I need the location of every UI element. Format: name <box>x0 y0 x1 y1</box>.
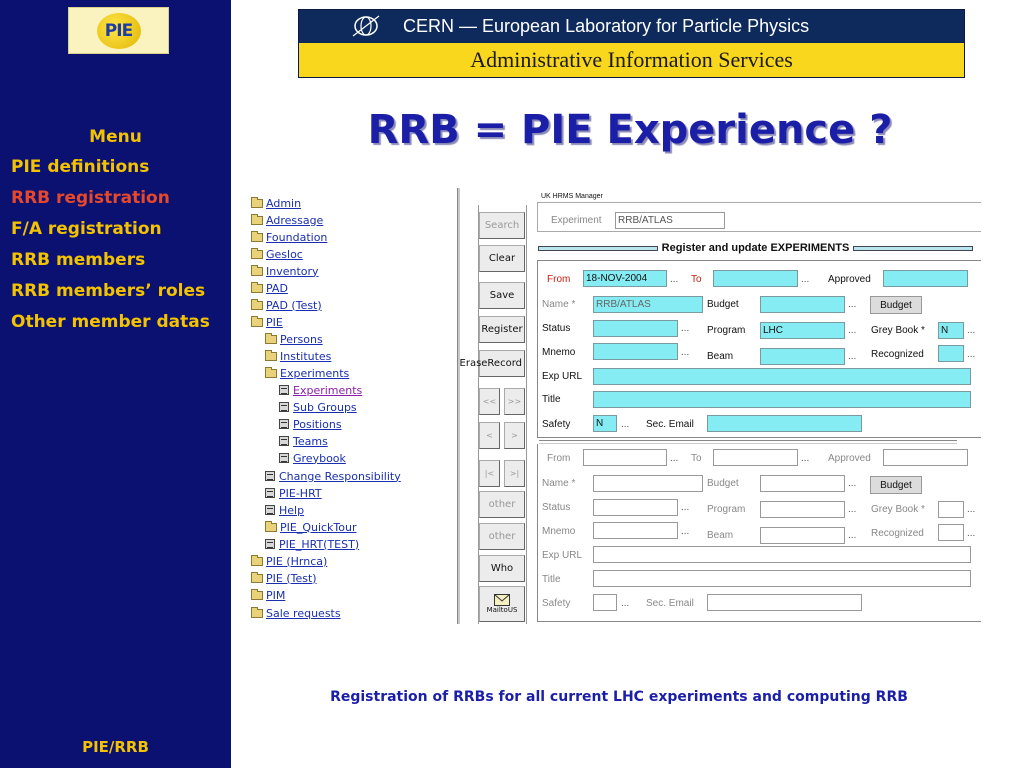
mnemo-field[interactable] <box>593 343 678 360</box>
lower-beam-label: Beam <box>707 530 734 541</box>
menu-item-rrb-members[interactable]: RRB members <box>11 250 146 270</box>
menu-item-fa-registration[interactable]: F/A registration <box>11 219 162 239</box>
lower-greybook-field[interactable] <box>938 501 964 518</box>
exp-url-field[interactable] <box>593 368 971 385</box>
menu-list <box>11 157 226 343</box>
pie-logo <box>68 7 169 54</box>
prev-button[interactable]: < <box>479 422 500 449</box>
form-icon <box>279 453 289 463</box>
erase-record-button[interactable]: EraseRecord <box>479 350 525 377</box>
lower-title-field[interactable] <box>593 570 971 587</box>
lower-exp-url-field[interactable] <box>593 546 971 563</box>
lower-from-label: From <box>547 453 571 464</box>
approved-label: Approved <box>828 274 871 285</box>
form-icon <box>265 505 275 515</box>
pie-globe-icon: PIE <box>97 13 141 49</box>
form-icon <box>279 385 289 395</box>
tree-node-pie[interactable]: PIE <box>251 315 283 329</box>
tree-splitter[interactable] <box>457 188 460 624</box>
lower-safety-label: Safety <box>542 598 571 609</box>
from-label: From <box>547 274 571 285</box>
next-next-button[interactable]: >> <box>504 388 525 415</box>
lower-recognized-label: Recognized <box>871 528 924 539</box>
slide-caption: Registration of RRBs for all current LHC experiments and computing RRB <box>330 689 908 705</box>
section-title: Register and update EXPERIMENTS <box>661 242 850 254</box>
folder-icon <box>251 557 263 566</box>
experiments-form: UK HRMS Manager Experiment RRB/ATLAS Register and update EXPERIMENTS From 18-NOV-2004 ... To ... Approved Name * RRB/ATLAS Budget ... Budget Status ... Program LHC ... Grey Book * N ... Mnemo ... Beam ... Recognized ... Exp URL Title Safety N ... Sec. Email From ... To ... Approved Name * Budget ... Budget Status ... Program ... Grey Book * ... Mnemo ... Beam ... Recognized ... Exp URL Title Safety ... Sec. Email <box>537 188 981 624</box>
lower-program-field[interactable] <box>760 501 845 518</box>
lower-sec-email-label: Sec. Email <box>646 598 694 609</box>
form-icon <box>279 402 289 412</box>
name-label: Name * <box>542 299 576 310</box>
search-button[interactable]: Search <box>479 212 525 239</box>
to-field[interactable] <box>713 270 798 287</box>
tree-node-institutes[interactable]: Institutes <box>265 349 331 363</box>
open-folder-icon <box>265 369 277 378</box>
tree-node-foundation[interactable]: Foundation <box>251 230 327 244</box>
sec-email-field[interactable] <box>707 415 862 432</box>
tree-node-sub-groups[interactable]: Sub Groups <box>279 400 357 414</box>
tree-node-positions[interactable]: Positions <box>279 417 342 431</box>
lower-exp-url-label: Exp URL <box>542 550 583 561</box>
cern-logo-icon <box>351 14 381 38</box>
folder-icon <box>265 523 277 532</box>
tree-node-inventory[interactable]: Inventory <box>251 264 319 278</box>
lower-sec-email-field[interactable] <box>707 594 862 611</box>
tree-node-pad[interactable]: PAD <box>251 281 288 295</box>
tree-node-teams[interactable]: Teams <box>279 434 328 448</box>
banner-top <box>299 10 964 43</box>
banner-line2: Administrative Information Services <box>299 43 964 77</box>
tree-node-pim[interactable]: PIM <box>251 588 285 602</box>
lower-from-field[interactable] <box>583 449 667 466</box>
sidebar <box>0 0 231 768</box>
folder-icon <box>251 267 263 276</box>
folder-icon <box>251 574 263 583</box>
lower-budget-field[interactable] <box>760 475 845 492</box>
name-field[interactable]: RRB/ATLAS <box>593 296 703 313</box>
tree-node-change-responsibility[interactable]: Change Responsibility <box>265 469 401 483</box>
experiment-label: Experiment <box>551 215 602 226</box>
menu-item-rrb-registration[interactable]: RRB registration <box>11 188 170 208</box>
form-icon <box>265 488 275 498</box>
tree-node-experiments-folder[interactable]: Experiments <box>265 366 349 380</box>
folder-icon <box>265 352 277 361</box>
prev-prev-button[interactable]: << <box>479 388 500 415</box>
lower-greybook-label: Grey Book * <box>871 504 925 515</box>
lower-budget-label: Budget <box>707 478 739 489</box>
folder-icon <box>251 216 263 225</box>
folder-icon <box>251 301 263 310</box>
who-button[interactable]: Who <box>479 555 525 582</box>
form-icon <box>265 539 275 549</box>
mnemo-label: Mnemo <box>542 347 576 358</box>
menu-item-other-member-datas[interactable]: Other member datas <box>11 312 210 332</box>
lower-beam-field[interactable] <box>760 527 845 544</box>
open-folder-icon <box>251 318 263 327</box>
folder-icon <box>251 591 263 600</box>
other-button-1[interactable]: other <box>479 491 525 518</box>
lower-name-field[interactable] <box>593 475 703 492</box>
experiment-header-box <box>537 202 981 232</box>
lower-status-label: Status <box>542 502 571 513</box>
budget-label: Budget <box>707 299 739 310</box>
button-column-items <box>459 205 527 624</box>
greybook-label: Grey Book * <box>871 325 925 336</box>
menu-item-rrb-members-roles[interactable]: RRB members’ roles <box>11 281 206 301</box>
next-button[interactable]: > <box>504 422 525 449</box>
safety-label: Safety <box>542 419 571 430</box>
folder-icon <box>251 284 263 293</box>
last-button[interactable]: >| <box>504 460 525 487</box>
lower-budget-button[interactable]: Budget <box>870 476 922 494</box>
lower-safety-field[interactable] <box>593 594 617 611</box>
cern-banner <box>298 9 965 78</box>
mail-icon <box>494 594 510 606</box>
lower-mnemo-label: Mnemo <box>542 526 576 537</box>
mailto-label: MailtoUS <box>486 606 518 614</box>
form-icon <box>279 419 289 429</box>
to-label: To <box>691 274 702 285</box>
greybook-field[interactable]: N <box>938 322 964 339</box>
experiment-field[interactable]: RRB/ATLAS <box>615 212 725 229</box>
title-label: Title <box>542 394 561 405</box>
beam-label: Beam <box>707 351 734 362</box>
lower-to-label: To <box>691 453 702 464</box>
lower-recognized-field[interactable] <box>938 524 964 541</box>
lower-approved-label: Approved <box>828 453 871 464</box>
clear-button[interactable]: Clear <box>479 245 525 272</box>
tree-node-greybook[interactable]: Greybook <box>279 451 346 465</box>
exp-url-label: Exp URL <box>542 371 583 382</box>
register-button[interactable]: Register <box>479 316 525 343</box>
first-button[interactable]: |< <box>479 460 500 487</box>
mailto-button[interactable] <box>479 586 525 622</box>
program-label: Program <box>707 325 746 336</box>
status-label: Status <box>542 323 571 334</box>
folder-icon <box>265 335 277 344</box>
folder-icon <box>251 199 263 208</box>
save-button[interactable]: Save <box>479 282 525 309</box>
beam-field[interactable] <box>760 348 845 365</box>
tree-node-adressage[interactable]: Adressage <box>251 213 323 227</box>
title-field[interactable] <box>593 391 971 408</box>
recognized-label: Recognized <box>871 349 924 360</box>
folder-icon <box>251 609 263 618</box>
budget-button[interactable]: Budget <box>870 296 922 314</box>
menu-item-pie-definitions[interactable]: PIE definitions <box>11 157 150 177</box>
form-icon <box>279 436 289 446</box>
tree-node-experiments-form[interactable]: Experiments <box>279 383 362 397</box>
folder-icon <box>251 250 263 259</box>
lower-name-label: Name * <box>542 478 576 489</box>
tree-node-help[interactable]: Help <box>265 503 304 517</box>
budget-field[interactable] <box>760 296 845 313</box>
tree-node-pad-test[interactable]: PAD (Test) <box>251 298 322 312</box>
tree-node-pie-quicktour[interactable]: PIE_QuickTour <box>265 520 357 534</box>
tree-node-pie-hrt-test[interactable]: PIE_HRT(TEST) <box>265 537 359 551</box>
recognized-field[interactable] <box>938 345 964 362</box>
approved-field[interactable] <box>883 270 968 287</box>
form-icon <box>265 471 275 481</box>
status-field[interactable] <box>593 320 678 337</box>
other-button-2[interactable]: other <box>479 523 525 550</box>
tree-node-admin[interactable]: Admin <box>251 196 301 210</box>
folder-icon <box>251 233 263 242</box>
program-field[interactable]: LHC <box>760 322 845 339</box>
tree-node-sale-requests[interactable]: Sale requests <box>251 606 341 620</box>
lower-title-label: Title <box>542 574 561 585</box>
lower-approved-field[interactable] <box>883 449 968 466</box>
lower-mnemo-field[interactable] <box>593 522 678 539</box>
tree-node-pie-hrnca[interactable]: PIE (Hrnca) <box>251 554 327 568</box>
lower-status-field[interactable] <box>593 499 678 516</box>
tree-node-persons[interactable]: Persons <box>265 332 323 346</box>
sidebar-footer: PIE/RRB <box>82 738 149 756</box>
banner-line1: CERN — European Laboratory for Particle Physics <box>403 16 810 36</box>
manager-title: UK HRMS Manager <box>541 193 603 200</box>
tree-node-pie-test[interactable]: PIE (Test) <box>251 571 317 585</box>
lower-program-label: Program <box>707 504 746 515</box>
menu-title: Menu <box>89 127 142 147</box>
tree-node-pie-hrt[interactable]: PIE-HRT <box>265 486 322 500</box>
safety-field[interactable]: N <box>593 415 617 432</box>
navigation-tree <box>248 188 458 624</box>
tree-node-gesloc[interactable]: Gesloc <box>251 247 303 261</box>
slide-title: RRB = PIE Experience ? <box>367 107 893 153</box>
sec-email-label: Sec. Email <box>646 419 694 430</box>
from-field[interactable]: 18-NOV-2004 <box>583 270 667 287</box>
app-screenshot <box>248 188 981 624</box>
lower-to-field[interactable] <box>713 449 798 466</box>
section-bar <box>538 242 973 254</box>
